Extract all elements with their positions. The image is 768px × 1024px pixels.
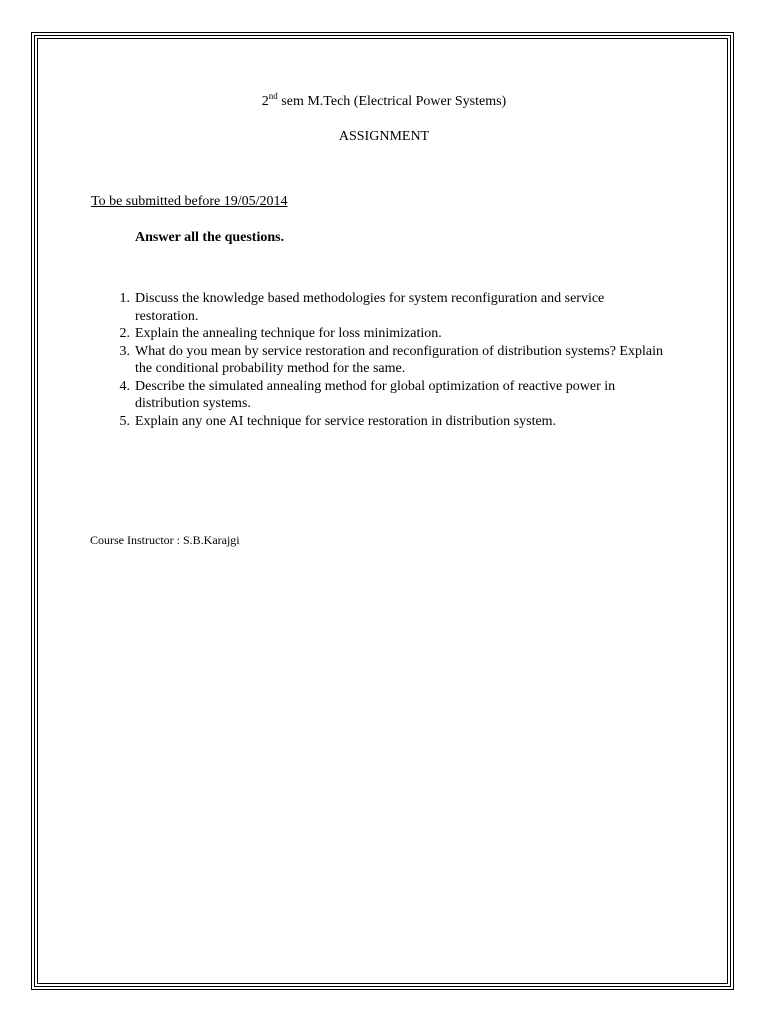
question-item (110, 413, 670, 431)
question-item (110, 290, 670, 325)
submission-deadline: To be submitted before 19/05/2014 (91, 194, 288, 209)
question-item (110, 378, 670, 413)
question-item (110, 343, 670, 378)
question-text: Discuss the knowledge based methodologies for system reconfiguration and service restoration. (135, 291, 605, 324)
semester-number: 2 (261, 94, 269, 109)
question-number: 5. (119, 413, 130, 429)
page-border-inner (37, 38, 728, 984)
question-item (110, 325, 670, 343)
question-list (110, 290, 670, 430)
course-line: sem M.Tech (Electrical Power Systems) (277, 94, 507, 109)
course-heading (0, 91, 768, 110)
page-border (31, 32, 734, 990)
semester-suffix: nd (268, 91, 278, 101)
question-number: 2. (119, 326, 130, 341)
question-number: 4. (119, 378, 130, 394)
question-text: What do you mean by service restoration and reconfiguration of distribution systems? Explain the conditional probability method for the same. (135, 343, 663, 376)
question-text: Describe the simulated annealing method for global optimization of reactive power in distribution systems. (135, 378, 616, 411)
question-text: Explain the annealing technique for loss minimization. (135, 326, 442, 341)
instruction-text: Answer all the questions. (135, 230, 285, 245)
question-text: Explain any one AI technique for service restoration in distribution system. (135, 413, 557, 429)
question-number: 3. (119, 343, 130, 359)
document-title: ASSIGNMENT (338, 129, 430, 144)
question-number: 1. (119, 291, 130, 306)
course-instructor: Course Instructor : S.B.Karajgi (90, 533, 240, 547)
